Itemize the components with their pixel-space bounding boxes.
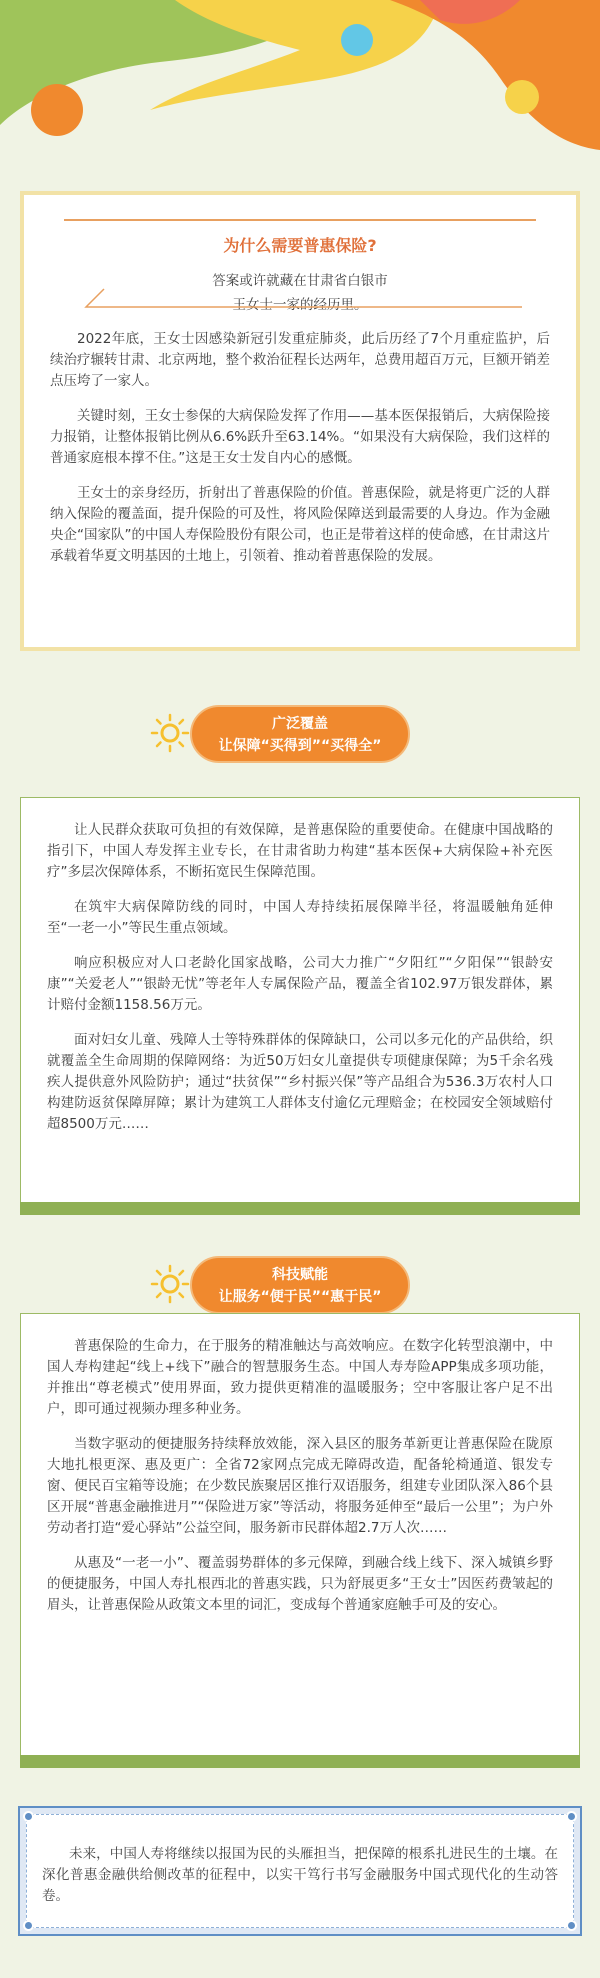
section1-badge-title: 广泛覆盖 [272,716,328,732]
corner-dot [23,1811,34,1822]
section1-paragraph: 面对妇女儿童、残障人士等特殊群体的保障缺口，公司以多元化的产品供给，织就覆盖全生命周期的保障网络：为近50万妇女儿童提供专项健康保障；为5千余名残疾人提供意外风险防护；通过“扶贫保”“乡村振兴保”等产品组合为536.3万农村人口构建防返贫保障屏障；累计为建筑工人群体支付逾亿元理赔金；在校园安全领域赔付超8500万元…… [47,1032,553,1132]
intro-card [20,191,580,651]
intro-paragraph: 王女士的亲身经历，折射出了普惠保险的价值。普惠保险，就是将更广泛的人群纳入保险的覆盖面，提升保险的可及性，将风险保障送到最需要的人身边。作为金融央企“国家队”的中国人寿保险股份有限公司，也正是带着这样的使命感，在甘肃这片承载着华夏文明基因的土地上，引领着、推动着普惠保险的发展。 [50,485,550,564]
closing-body [42,1844,558,1921]
section2-badge [190,1256,410,1314]
section2-paragraph: 从惠及“一老一小”、覆盖弱势群体的多元保障，到融合线上线下、深入城镇乡野的便捷服务，中国人寿扎根西北的普惠实践，只为舒展更多“王女士”因医药费皱起的眉头，让普惠保险从政策文本里的词汇，变成每个普通家庭触手可及的安心。 [47,1555,553,1613]
section1-bottom-band [20,1202,580,1215]
intro-paragraph: 2022年底，王女士因感染新冠引发重症肺炎，此后历经了7个月重症监护，后续治疗辗转甘肃、北京两地，整个救治征程长达两年，总费用超百万元，巨额开销差点压垮了一家人。 [50,331,550,389]
sun-icon [150,1264,190,1304]
corner-dot [23,1920,34,1931]
orange-circle [31,84,83,136]
intro-subtitle-line1: 答案或许就藏在甘肃省白银市 [212,273,388,289]
intro-body [50,329,550,581]
intro-paragraph: 关键时刻，王女士参保的大病保险发挥了作用——基本医保报销后，大病保险接力报销，让整体报销比例从6.6%跃升至63.14%。“如果没有大病保险，我们这样的普通家庭根本撑不住。”这是王女士发自内心的感慨。 [50,408,550,466]
section2-badge-subtitle: 让服务“便于民”“惠于民” [218,1289,382,1305]
header-decoration [0,0,600,175]
corner-dot [566,1811,577,1822]
blue-circle [341,24,373,56]
title-underline [64,219,536,223]
section1-paragraph: 在筑牢大病保障防线的同时，中国人寿持续拓展保障半径，将温暖触角延伸至“一老一小”等民生重点领域。 [47,899,553,936]
section1-card [20,797,580,1215]
section1-badge [190,705,410,763]
section2-card [20,1313,580,1768]
section1-paragraph: 响应积极应对人口老龄化国家战略，公司大力推广“夕阳红”“夕阳保”“银龄安康”“关爱老人”“银龄无忧”等老年人专属保险产品，覆盖全省102.97万银发群体，累计赔付金额1158.56万元。 [47,955,553,1013]
section2-badge-title: 科技赋能 [272,1267,328,1283]
subtitle-bracket [84,287,524,321]
closing-paragraph: 未来，中国人寿将继续以报国为民的头雁担当，把保障的根系扎进民生的土壤。在深化普惠金融供给侧改革的征程中，以实干笃行书写金融服务中国式现代化的生动答卷。 [42,1846,558,1904]
corner-dot [566,1920,577,1931]
intro-subtitle-line2: 王女士一家的经历里。 [232,297,368,313]
intro-title: 为什么需要普惠保险? [223,236,377,255]
section1-body [47,820,553,1149]
section2-body [47,1336,553,1630]
sun-icon [150,713,190,753]
section2-paragraph: 当数字驱动的便捷服务持续释放效能，深入县区的服务革新更让普惠保险在陇原大地扎根更深、惠及更广：全省72家网点完成无障碍改造，配备轮椅通道、银发专窗、便民百宝箱等设施；在少数民族聚居区推行双语服务，组建专业团队深入86个县区开展“普惠金融推进月”“保险进万家”等活动，将服务延伸至“最后一公里”；为户外劳动者打造“爱心驿站”公益空间，服务新市民群体超2.7万人次…… [47,1436,553,1536]
section2-bottom-band [20,1755,580,1768]
section2-paragraph: 普惠保险的生命力，在于服务的精准触达与高效响应。在数字化转型浪潮中，中国人寿构建起“线上+线下”融合的智慧服务生态。中国人寿寿险APP集成多项功能，并推出“尊老模式”使用界面，致力提供更精准的温暖服务；空中客服让客户足不出户，即可通过视频办理多种业务。 [47,1338,553,1417]
yellow-circle [505,80,539,114]
closing-card [18,1806,582,1936]
section1-badge-subtitle: 让保障“买得到”“买得全” [218,738,382,754]
section1-paragraph: 让人民群众获取可负担的有效保障，是普惠保险的重要使命。在健康中国战略的指引下，中国人寿发挥主业专长，在甘肃省助力构建“基本医保+大病保险+补充医疗”多层次保障体系，不断拓宽民生保障范围。 [47,822,553,880]
